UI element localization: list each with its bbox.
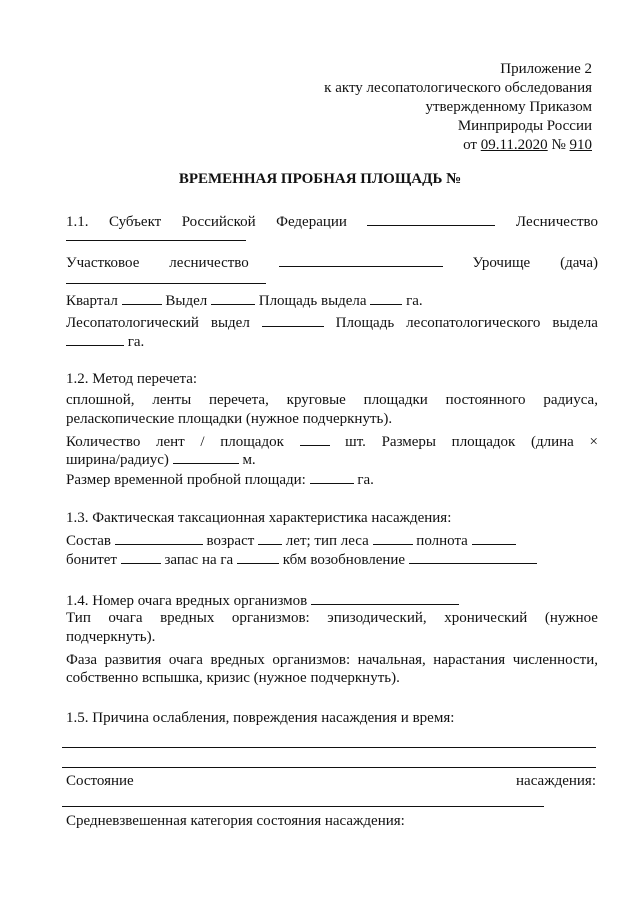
vozrast-label: возраст — [206, 533, 255, 549]
m-w6: постоянного — [445, 392, 526, 408]
s12-count-line-2 — [66, 449, 256, 469]
polnota-label: полнота — [416, 533, 468, 549]
annex-date-prefix: от — [463, 137, 481, 153]
reason-field-line-1[interactable] — [62, 747, 596, 748]
t-w4: организмов: — [231, 610, 310, 626]
s14-type-line — [66, 610, 598, 627]
s12-size-line — [66, 469, 374, 489]
m-w1: сплошной, — [66, 392, 135, 408]
f-w1: Фаза — [66, 652, 98, 668]
kbm-label: кбм возобновление — [282, 552, 406, 568]
t-w5: эпизодический, — [327, 610, 427, 626]
kvartal-field[interactable] — [122, 290, 162, 305]
c-w7: площадок — [451, 434, 516, 450]
district-forestry-field[interactable] — [279, 252, 443, 267]
let-label: лет; тип леса — [285, 533, 369, 549]
m-w3: перечета, — [209, 392, 269, 408]
c-w8: (длина — [530, 434, 574, 450]
s11-line-kvartal — [66, 290, 423, 310]
c-w4: площадок — [220, 434, 284, 450]
m-w7: радиуса, — [543, 392, 598, 408]
s12-count-line — [66, 431, 598, 451]
size-unit: га. — [357, 472, 374, 488]
count-field[interactable] — [300, 431, 330, 446]
f-w7: нарастания — [433, 652, 506, 668]
area-vydel-field[interactable] — [370, 290, 402, 305]
s14-phase-line — [66, 652, 598, 669]
bonitet-field[interactable] — [121, 549, 161, 564]
s11-w8: (дача) — [560, 255, 598, 271]
s11-w5: Участковое — [66, 255, 140, 271]
m-w5: площадки — [363, 392, 428, 408]
annex-line-3: утвержденному Приказом — [425, 99, 592, 115]
c-w6: Размеры — [381, 434, 437, 450]
t-w7: (нужное — [544, 610, 598, 626]
s11-line-2 — [66, 252, 598, 272]
s11-line-lp — [66, 312, 598, 332]
s11-w1: Субъект — [108, 214, 162, 230]
annex-number: 910 — [569, 137, 592, 153]
f-w8: численности, — [512, 652, 598, 668]
avg-category-label: Средневзвешенная категория состояния насаждения: — [66, 813, 405, 829]
s13-line-2 — [66, 549, 537, 569]
annex-line-1: Приложение 2 — [500, 61, 592, 77]
area-vydel-unit: га. — [406, 293, 423, 309]
area-vydel-label: Площадь выдела — [258, 293, 367, 309]
f-w3: очага — [168, 652, 203, 668]
vozrast-field[interactable] — [258, 530, 282, 545]
renewal-field[interactable] — [409, 549, 537, 564]
sostav-field[interactable] — [115, 530, 203, 545]
c-line2a: ширина/радиус) — [66, 452, 169, 468]
lp-w2: выдел — [210, 315, 250, 331]
c-w1: Количество — [66, 434, 141, 450]
f-w5: организмов: — [272, 652, 351, 668]
annex-line-2: к акту лесопатологического обследования — [324, 80, 592, 96]
s11-w6: лесничество — [169, 255, 249, 271]
s11-line-1 — [66, 211, 598, 231]
zapas-field[interactable] — [237, 549, 279, 564]
s14-heading-line — [66, 590, 459, 610]
plot-size-field[interactable] — [173, 449, 239, 464]
s11-line-lp2 — [66, 331, 144, 351]
lp-vydel-field[interactable] — [262, 312, 324, 327]
f-w6: начальная, — [357, 652, 426, 668]
annex-line-4: Минприроды России — [457, 118, 592, 134]
s11-w4: Лесничество — [515, 214, 598, 230]
annex-date-line — [463, 136, 592, 155]
m-w4: круговые — [286, 392, 346, 408]
s11-w2: Российской — [181, 214, 256, 230]
sost-w2: насаждения: — [516, 773, 596, 789]
lp-w3: Площадь — [335, 315, 395, 331]
state-field-line[interactable] — [62, 806, 544, 807]
s12-method-line-2: реласкопические площадки (нужное подчеркнуть). — [66, 411, 393, 427]
sostav-label: Состав — [66, 533, 112, 549]
s11-w7: Урочище — [472, 255, 531, 271]
c-w3: / — [200, 434, 205, 450]
f-w4: вредных — [210, 652, 265, 668]
s11-w3: Федерации — [276, 214, 347, 230]
s14-type-line-2: подчеркнуть). — [66, 629, 156, 645]
sost-w1: Состояние — [66, 773, 134, 789]
subject-field[interactable] — [367, 211, 495, 226]
c-w5: шт. — [345, 434, 366, 450]
temp-plot-size-field[interactable] — [310, 469, 354, 484]
lp-area-unit: га. — [127, 334, 145, 350]
vydel-label: Выдел — [165, 293, 208, 309]
forest-type-field[interactable] — [373, 530, 413, 545]
bonitet-label: бонитет — [66, 552, 117, 568]
s15-state-line — [66, 773, 596, 790]
lp-w4: лесопатологического — [406, 315, 541, 331]
s12-method-line — [66, 392, 598, 409]
vydel-field[interactable] — [211, 290, 255, 305]
s11-num: 1.1. — [66, 214, 89, 230]
page-title: ВРЕМЕННАЯ ПРОБНАЯ ПЛОЩАДЬ № — [178, 171, 462, 187]
s14-heading: 1.4. Номер очага вредных организмов — [66, 593, 308, 609]
s13-line-1 — [66, 530, 516, 550]
s14-phase-line-2: собственно вспышка, кризис (нужное подчеркнуть). — [66, 670, 400, 686]
annex-num-sign: № — [547, 137, 570, 153]
tract-field[interactable] — [66, 283, 266, 284]
lp-w1: Лесопатологический — [66, 315, 199, 331]
annex-date: 09.11.2020 — [480, 137, 548, 153]
size-label: Размер временной пробной площади: — [66, 472, 306, 488]
kvartal-label: Квартал — [66, 293, 118, 309]
s13-heading: 1.3. Фактическая таксационная характеристика насаждения: — [66, 510, 452, 526]
c-w2: лент — [156, 434, 185, 450]
s12-heading: 1.2. Метод перечета: — [66, 371, 198, 387]
zapas-label: запас на га — [164, 552, 234, 568]
focus-number-field[interactable] — [311, 590, 459, 605]
f-w2: развития — [104, 652, 162, 668]
t-w1: Тип — [66, 610, 91, 626]
reason-field-line-2[interactable] — [62, 767, 596, 768]
s15-heading: 1.5. Причина ослабления, повреждения насаждения и время: — [66, 710, 455, 726]
t-w6: хронический — [444, 610, 528, 626]
c-line2b: м. — [242, 452, 256, 468]
t-w3: вредных — [160, 610, 215, 626]
polnota-field[interactable] — [472, 530, 516, 545]
forestry-field[interactable] — [66, 240, 246, 241]
lp-area-field[interactable] — [66, 331, 124, 346]
lp-w5: выдела — [552, 315, 598, 331]
t-w2: очага — [108, 610, 143, 626]
m-w2: ленты — [152, 392, 192, 408]
c-w9: × — [589, 434, 598, 450]
